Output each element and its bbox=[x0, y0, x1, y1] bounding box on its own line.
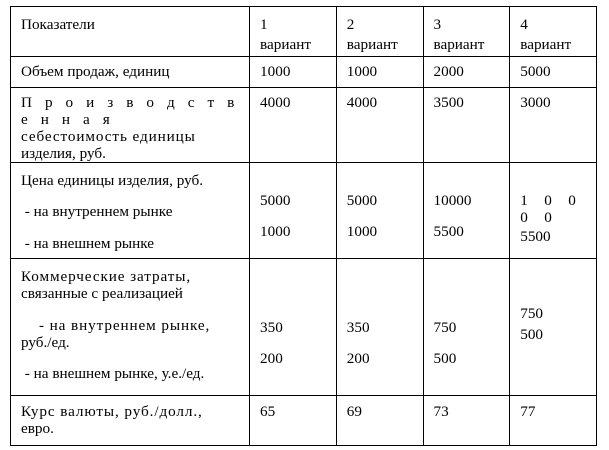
value-cell bbox=[250, 396, 337, 446]
domestic-cost: 750 bbox=[520, 305, 544, 322]
value-cell bbox=[510, 57, 597, 88]
domestic-price: 5000 bbox=[260, 192, 291, 209]
variant-number: 3 bbox=[433, 16, 442, 33]
sub-label-foreign: - на внешнем рынке bbox=[21, 235, 154, 252]
value-cell bbox=[250, 88, 337, 163]
header-label: Показатели bbox=[21, 16, 95, 33]
value-cell bbox=[336, 259, 423, 396]
value: 69 bbox=[346, 403, 362, 420]
variant-word: вариант bbox=[520, 36, 572, 53]
value-cell bbox=[423, 259, 510, 396]
domestic-cost: 350 bbox=[260, 319, 283, 336]
value-cell bbox=[336, 88, 423, 163]
value: 5000 bbox=[520, 63, 551, 80]
sub-label-domestic: - на внутреннем рынке bbox=[21, 203, 173, 220]
row-label-cell bbox=[11, 259, 250, 396]
row-label-line3: изделия, руб. bbox=[21, 145, 106, 162]
header-label-cell bbox=[11, 7, 250, 57]
sub-label-foreign: - на внешнем рынке, у.е./ед. bbox=[21, 365, 205, 382]
row-unit-price bbox=[11, 163, 597, 259]
foreign-price: 5500 bbox=[520, 228, 551, 245]
row-label-cell bbox=[11, 57, 250, 88]
variant-word: вариант bbox=[260, 36, 311, 53]
value: 77 bbox=[520, 403, 536, 420]
row-production-cost bbox=[11, 88, 597, 163]
indicators-table bbox=[10, 6, 597, 446]
variant-number: 1 bbox=[260, 16, 268, 33]
value: 1000 bbox=[346, 63, 378, 80]
value-cell bbox=[250, 259, 337, 396]
value-cell bbox=[423, 57, 510, 88]
value-cell bbox=[510, 396, 597, 446]
value: 3500 bbox=[433, 94, 464, 111]
value-cell bbox=[510, 259, 597, 396]
value-cell bbox=[423, 396, 510, 446]
value-cell bbox=[510, 163, 597, 259]
value: 4000 bbox=[260, 94, 291, 111]
domestic-price: 1 0 0 0 0 bbox=[520, 192, 583, 226]
foreign-price: 1000 bbox=[260, 223, 291, 240]
row-label-cell bbox=[11, 396, 250, 446]
foreign-cost: 500 bbox=[520, 326, 544, 343]
value-cell bbox=[423, 163, 510, 259]
sub-label-domestic-line2: руб./ед. bbox=[21, 334, 70, 351]
header-row bbox=[11, 7, 597, 57]
row-label: Цена единицы изделия, руб. bbox=[21, 172, 204, 189]
value-cell bbox=[336, 163, 423, 259]
value: 1000 bbox=[260, 63, 291, 80]
variant-number: 4 bbox=[520, 16, 528, 33]
variant-word: вариант bbox=[346, 36, 398, 53]
foreign-price: 5500 bbox=[433, 223, 464, 240]
domestic-price: 5000 bbox=[346, 192, 378, 209]
row-label: Объем продаж, единиц bbox=[21, 63, 170, 80]
row-exchange-rate bbox=[11, 396, 597, 446]
header-variant-4 bbox=[510, 7, 597, 57]
domestic-price: 10000 bbox=[433, 192, 472, 209]
domestic-cost: 750 bbox=[433, 319, 457, 336]
row-label-line2: евро. bbox=[21, 420, 54, 437]
header-variant-1 bbox=[250, 7, 337, 57]
variant-word: вариант bbox=[433, 36, 485, 53]
value: 3000 bbox=[520, 94, 551, 111]
value-cell bbox=[423, 88, 510, 163]
value: 2000 bbox=[433, 63, 464, 80]
row-label-line1: П р о и з в о д с т в е н н а я bbox=[21, 94, 239, 128]
header-variant-3 bbox=[423, 7, 510, 57]
row-label-line2: связанные с реализацией bbox=[21, 285, 183, 302]
foreign-cost: 500 bbox=[433, 350, 457, 367]
foreign-cost: 200 bbox=[260, 350, 283, 367]
row-label-cell bbox=[11, 88, 250, 163]
row-label-line2: себестоимость единицы bbox=[21, 128, 196, 145]
value-cell bbox=[250, 57, 337, 88]
value: 73 bbox=[433, 403, 449, 420]
domestic-cost: 350 bbox=[346, 319, 370, 336]
variant-number: 2 bbox=[346, 16, 355, 33]
foreign-price: 1000 bbox=[346, 223, 378, 240]
row-label-cell bbox=[11, 163, 250, 259]
value-cell bbox=[336, 57, 423, 88]
value-cell bbox=[250, 163, 337, 259]
row-label-line1: Коммерческие затраты, bbox=[21, 268, 192, 285]
row-commercial-costs bbox=[11, 259, 597, 396]
sub-label-domestic-line1: - на внутреннем рынке, bbox=[39, 317, 211, 334]
value-cell bbox=[336, 396, 423, 446]
value: 4000 bbox=[346, 94, 378, 111]
value-cell bbox=[510, 88, 597, 163]
row-sales-volume bbox=[11, 57, 597, 88]
value: 65 bbox=[260, 403, 276, 420]
foreign-cost: 200 bbox=[346, 350, 370, 367]
header-variant-2 bbox=[336, 7, 423, 57]
row-label-line1: Курс валюты, руб./долл., bbox=[21, 403, 203, 420]
